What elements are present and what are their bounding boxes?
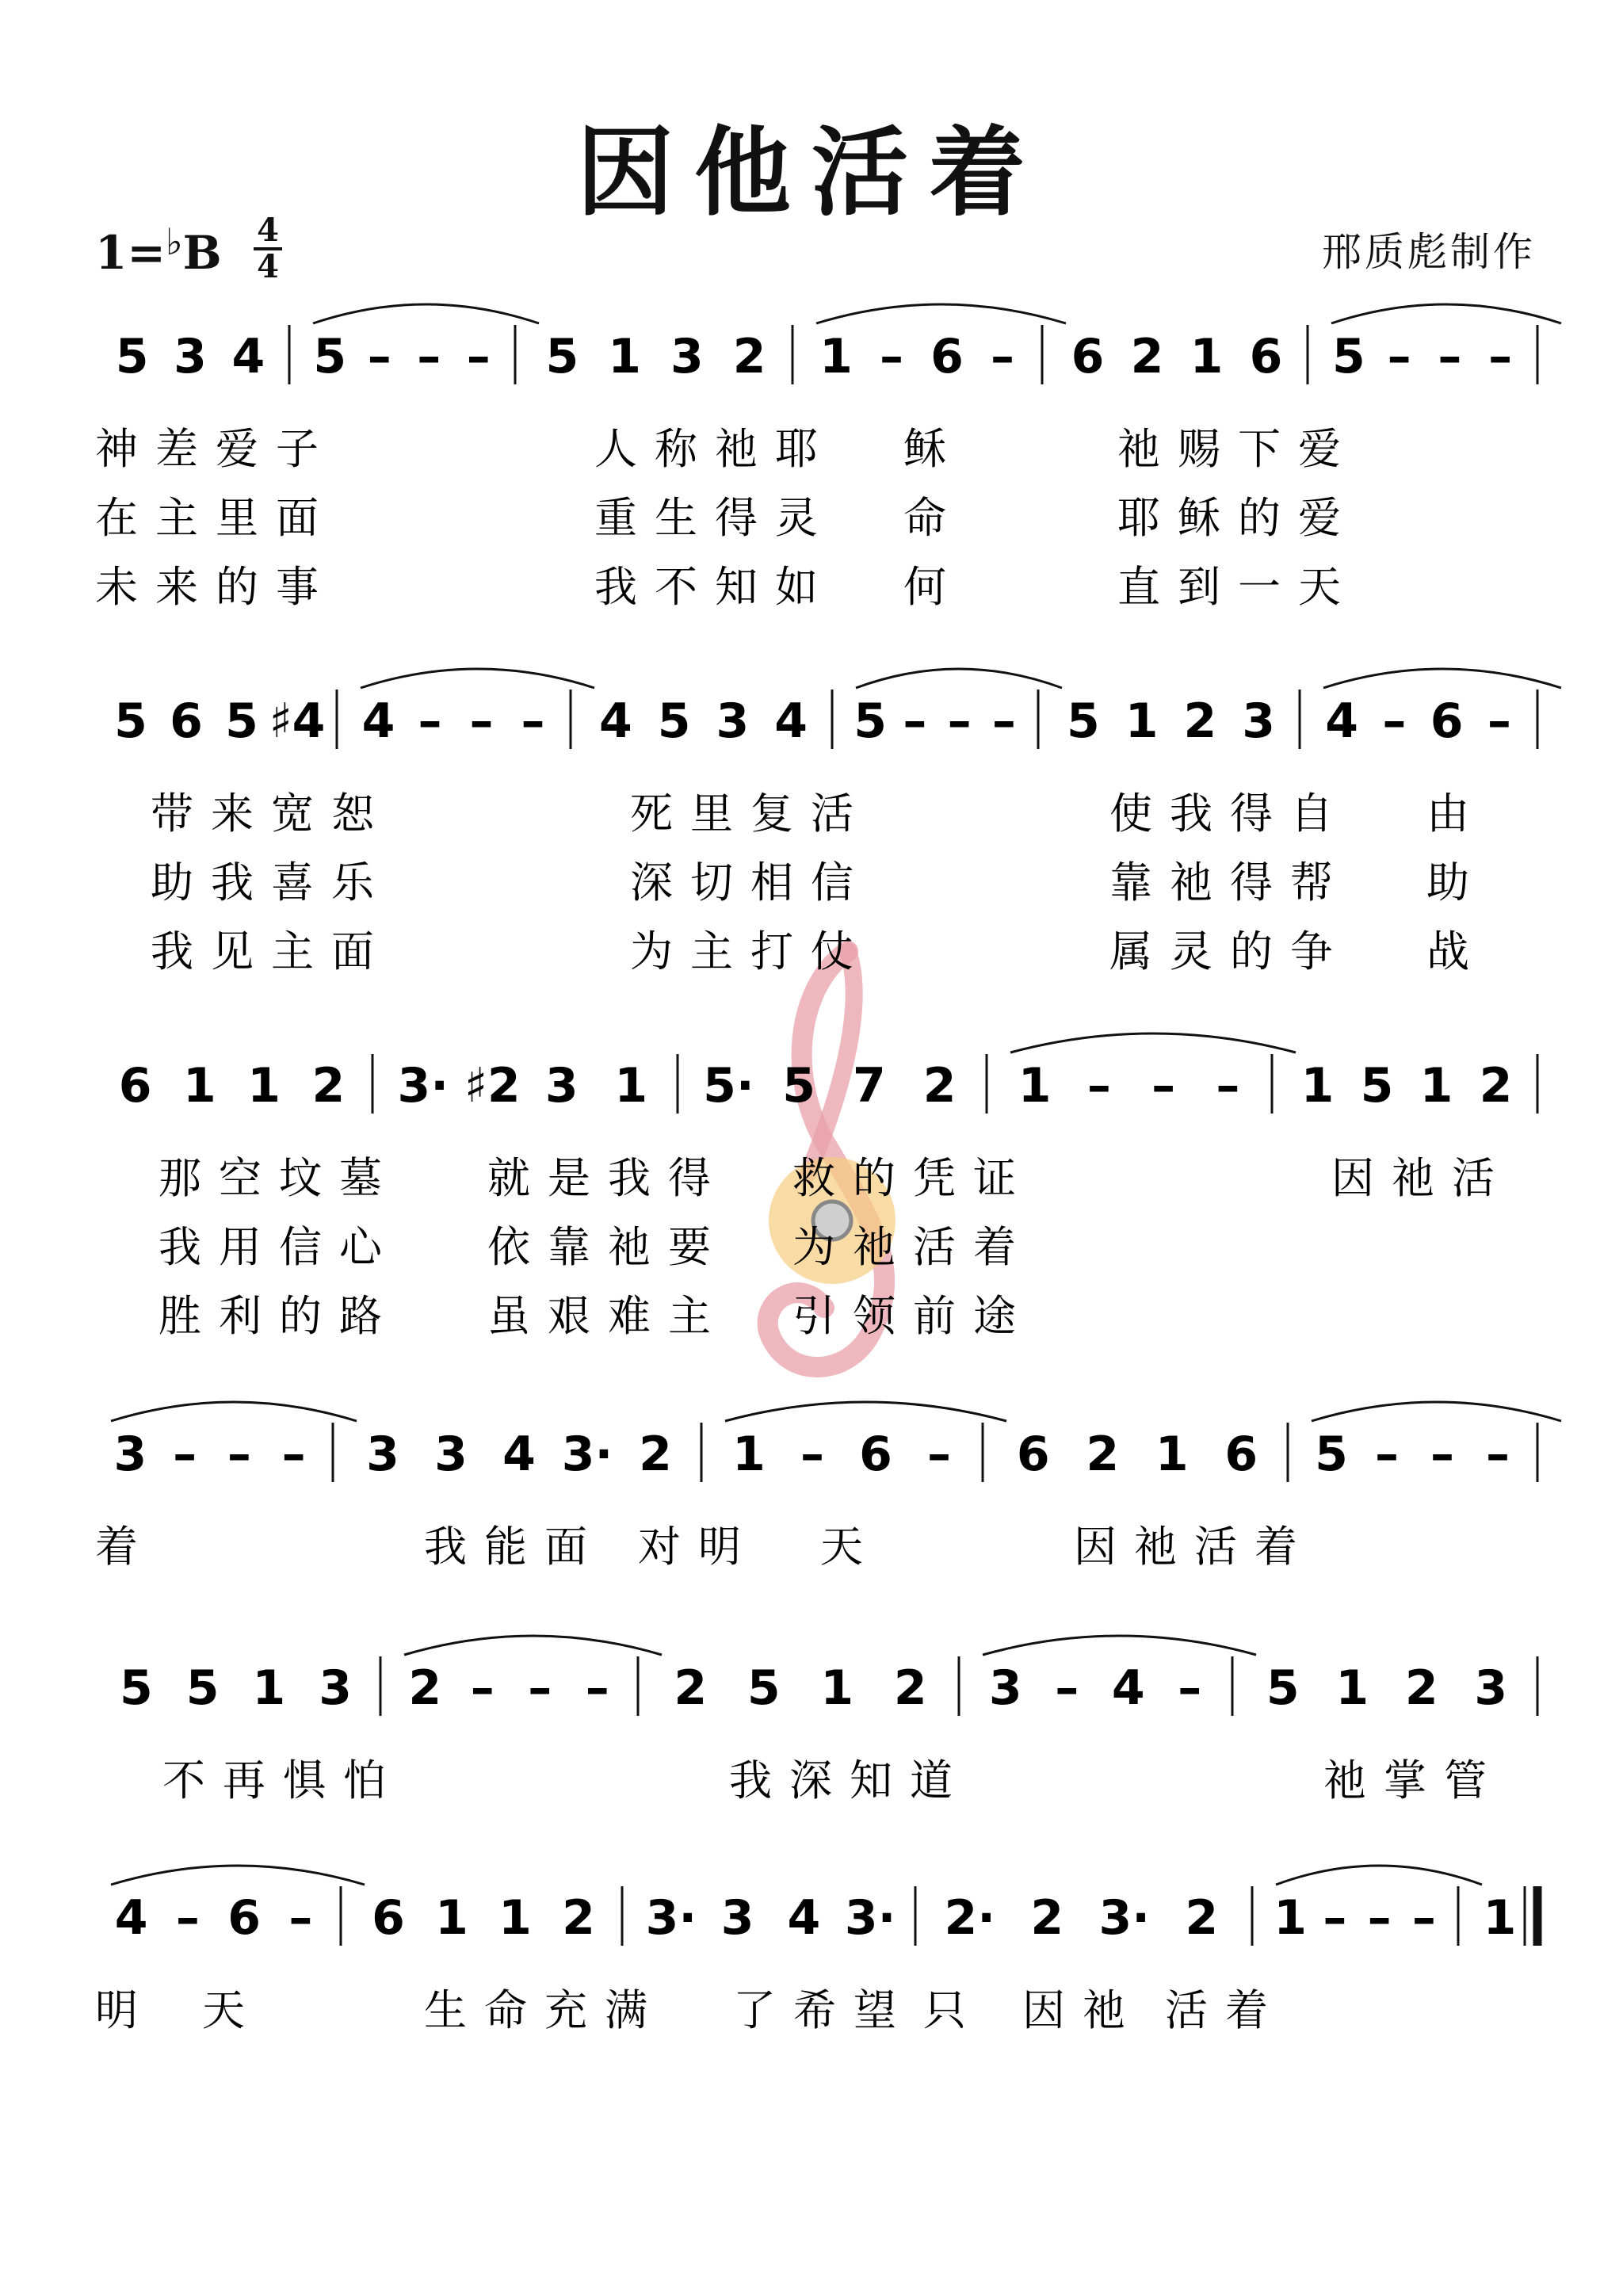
dash-note: – [1216, 1058, 1240, 1114]
jianpu-note: 1 [252, 1660, 286, 1716]
dash-note: – [1411, 1890, 1436, 1946]
dash-note: – [470, 1660, 495, 1716]
jianpu-note: 1 [1335, 1660, 1369, 1716]
jianpu-note: 5 [1360, 1058, 1394, 1114]
jianpu-note: 1 [1274, 1890, 1307, 1946]
jianpu-note: 1 [1190, 329, 1224, 384]
lyric-line: 胜利的路 [158, 1291, 399, 1341]
jianpu-note: 1 [1419, 1058, 1453, 1114]
lyric-line: 着 [95, 1522, 155, 1572]
lyric-line: 不再惧怕 [162, 1755, 403, 1805]
jianpu-note: 3 [319, 1660, 352, 1716]
lyric-line: 稣 [903, 424, 964, 474]
slur-tie [856, 669, 1062, 688]
dash-note: – [1486, 1427, 1510, 1482]
jianpu-note: 3 [670, 329, 704, 384]
jianpu-note: 3 [1242, 693, 1275, 749]
lyric-line: 活着 [1165, 1985, 1285, 2035]
jianpu-note: 3· [1098, 1890, 1151, 1946]
jianpu-note: 6 [1249, 329, 1283, 384]
dash-note: – [991, 329, 1014, 384]
jianpu-note: 6 [118, 1058, 152, 1114]
lyric-line: 属灵的争 [1109, 926, 1350, 976]
jianpu-note: 3 [544, 1058, 579, 1114]
slur-tie [1331, 304, 1561, 323]
lyric-line: 我用信心 [158, 1222, 399, 1272]
author-credit: 邢质彪制作 [1322, 229, 1536, 275]
jianpu-note: 5 [1315, 1427, 1348, 1482]
key-note: B [182, 226, 222, 280]
dash-note: – [947, 693, 972, 749]
lyric-line: 就是我得 [487, 1153, 728, 1203]
jianpu-note: 5· [703, 1058, 754, 1114]
time-signature-top: 4 [257, 212, 279, 249]
jianpu-note: 3 [716, 693, 750, 749]
jianpu-note: 5 [120, 1660, 153, 1716]
lyric-line: 命 [903, 493, 964, 543]
jianpu-note: 6 [1016, 1427, 1050, 1482]
lyric-line: 直到一天 [1117, 562, 1358, 612]
lyric-line: 我不知如 [594, 562, 835, 612]
jianpu-note: 4 [502, 1427, 536, 1482]
dash-note: – [1487, 693, 1511, 749]
jianpu-note: 1 [247, 1058, 281, 1114]
jianpu-note: 1 [1125, 693, 1159, 749]
jianpu-note: 5 [225, 693, 258, 749]
key-prefix: 1= [95, 226, 166, 280]
dash-note: – [927, 1427, 951, 1482]
dash-note: – [1178, 1660, 1202, 1716]
jianpu-note: 2 [562, 1890, 595, 1946]
jianpu-note: 4 [114, 1890, 148, 1946]
jianpu-note: 2· [944, 1890, 996, 1946]
jianpu-note: 6 [227, 1890, 261, 1946]
jianpu-note: 1 [819, 329, 853, 384]
slur-tie [1323, 669, 1561, 688]
time-signature-bottom: 4 [257, 248, 279, 285]
slur-tie [983, 1636, 1256, 1655]
jianpu-note: 1 [1483, 1890, 1517, 1946]
jianpu-note: 4 [774, 693, 808, 749]
dash-note: – [991, 693, 1016, 749]
dash-note: – [227, 1427, 251, 1482]
lyric-line: 我深知道 [729, 1755, 970, 1805]
jianpu-note: 5 [1332, 329, 1365, 384]
lyric-line: 天 [202, 1985, 262, 2035]
jianpu-note: 6 [372, 1890, 405, 1946]
lyric-line: 对明 [638, 1522, 758, 1572]
slur-tie [361, 669, 594, 688]
jianpu-note: 2 [1404, 1660, 1438, 1716]
slur-tie [1010, 1033, 1296, 1052]
jianpu-note: 4 [599, 693, 632, 749]
jianpu-note: 5 [1266, 1660, 1300, 1716]
lyric-line: 依靠祂要 [487, 1222, 728, 1272]
jianpu-note: 3 [366, 1427, 399, 1482]
lyric-line: 因祂活着 [1074, 1522, 1315, 1572]
jianpu-note: 1 [1018, 1058, 1052, 1114]
jianpu-note: 5 [545, 329, 579, 384]
jianpu-note: 5 [114, 693, 147, 749]
dash-note: – [521, 693, 545, 749]
jianpu-note: 5 [185, 1660, 220, 1716]
lyric-line: 死里复活 [630, 789, 871, 839]
jianpu-note: 2 [1479, 1058, 1513, 1114]
jianpu-note: 2 [1185, 1890, 1219, 1946]
dash-note: – [1151, 1058, 1176, 1114]
lyric-line: 因祂 [1022, 1985, 1143, 2035]
dash-note: – [903, 693, 927, 749]
jianpu-note: ♯4 [269, 693, 326, 749]
lyric-line: 使我得自 [1109, 789, 1350, 839]
lyric-line: 我见主面 [151, 926, 391, 976]
lyric-line: 助我喜乐 [151, 858, 391, 907]
jianpu-note: 6 [1224, 1427, 1258, 1482]
jianpu-note: 2 [674, 1660, 708, 1716]
jianpu-note: 3 [434, 1427, 468, 1482]
jianpu-note: 4 [1111, 1660, 1145, 1716]
lyric-line: 为主打仗 [630, 926, 871, 976]
lyric-line: 明 [95, 1985, 155, 2035]
lyric-line: 靠祂得帮 [1109, 858, 1350, 907]
dash-note: – [469, 693, 494, 749]
slur-tie [404, 1636, 662, 1655]
dash-note: – [466, 329, 491, 384]
dash-note: – [528, 1660, 552, 1716]
dash-note: – [1382, 693, 1407, 749]
dash-note: – [417, 329, 441, 384]
dash-note: – [1055, 1660, 1079, 1716]
dash-note: – [281, 1427, 306, 1482]
slur-tie [1276, 1866, 1482, 1885]
jianpu-note: 2 [408, 1660, 442, 1716]
lyric-line: 耶稣的爱 [1117, 493, 1358, 543]
lyric-line: 那空坟墓 [158, 1153, 399, 1203]
jianpu-note: 1 [608, 329, 641, 384]
jianpu-note: 1 [183, 1058, 216, 1114]
slur-tie [313, 304, 539, 323]
slur-tie [725, 1402, 1006, 1421]
jianpu-note: 3· [844, 1890, 896, 1946]
dash-note: – [1375, 1427, 1399, 1482]
jianpu-note: 5 [854, 693, 887, 749]
lyric-line: 神差爱子 [95, 424, 336, 474]
jianpu-note: 2 [893, 1660, 927, 1716]
lyric-line: 由 [1426, 789, 1487, 839]
jianpu-note: 2 [1130, 329, 1164, 384]
lyric-line: 祂赐下爱 [1117, 424, 1358, 474]
dash-note: – [1438, 329, 1462, 384]
lyric-line: 生命充满 [424, 1985, 665, 2035]
lyric-line: 祂掌管 [1323, 1755, 1504, 1805]
jianpu-note: 1 [732, 1427, 766, 1482]
dash-note: – [173, 1427, 197, 1482]
jianpu-note: 3 [113, 1427, 147, 1482]
jianpu-note: 4 [787, 1890, 821, 1946]
lyric-line: 重生得灵 [594, 493, 835, 543]
jianpu-note: 5 [747, 1660, 781, 1716]
dash-note: – [800, 1427, 824, 1482]
lyric-line: 虽艰难主 [487, 1291, 728, 1341]
dash-note: – [1086, 1058, 1111, 1114]
jianpu-note: 3· [397, 1058, 449, 1114]
jianpu-note: 4 [231, 329, 265, 384]
jianpu-note: 2 [1086, 1427, 1120, 1482]
dash-note: – [1387, 329, 1411, 384]
jianpu-note: 6 [1071, 329, 1105, 384]
jianpu-note: ♯2 [464, 1058, 521, 1114]
slur-tie [111, 1402, 357, 1421]
jianpu-note: 4 [361, 693, 395, 749]
lyric-line: 人称祂耶 [594, 424, 835, 474]
lyric-line: 因祂活 [1331, 1153, 1512, 1203]
jianpu-note: 2 [1030, 1890, 1064, 1946]
jianpu-note: 6 [930, 329, 964, 384]
lyric-line: 助 [1426, 858, 1487, 907]
dash-note: – [1367, 1890, 1392, 1946]
lyric-line: 何 [903, 562, 964, 612]
lyric-line: 只 [923, 1985, 983, 2035]
dash-note: – [880, 329, 903, 384]
jianpu-note: 5 [657, 693, 691, 749]
dash-note: – [1430, 1427, 1454, 1482]
jianpu-note: 2 [1183, 693, 1217, 749]
dash-note: – [585, 1660, 609, 1716]
slur-tie [111, 1866, 365, 1885]
dash-note: – [367, 329, 391, 384]
dash-note: – [288, 1890, 313, 1946]
lyric-line: 为祂活着 [792, 1222, 1033, 1272]
jianpu-note: 4 [1325, 693, 1358, 749]
jianpu-note: 6 [859, 1427, 892, 1482]
slur-tie [816, 304, 1066, 323]
jianpu-note: 5 [782, 1058, 815, 1114]
jianpu-note: 1 [1300, 1058, 1335, 1114]
jianpu-note: 1 [1155, 1427, 1189, 1482]
lyric-line: 深切相信 [630, 858, 871, 907]
jianpu-note: 3 [720, 1890, 754, 1946]
jianpu-note: 2 [311, 1058, 346, 1114]
jianpu-note: 1 [614, 1058, 648, 1114]
jianpu-note: 1 [498, 1890, 532, 1946]
jianpu-note: 5 [115, 329, 149, 384]
jianpu-note: 6 [170, 693, 203, 749]
jianpu-note: 3 [988, 1660, 1022, 1716]
jianpu-note: 1 [435, 1890, 468, 1946]
dash-note: – [175, 1890, 200, 1946]
lyric-line: 战 [1426, 926, 1487, 976]
flat-sign: ♭ [165, 220, 183, 263]
slur-tie [1312, 1402, 1561, 1421]
jianpu-note: 7 [853, 1058, 886, 1114]
dash-note: – [418, 693, 442, 749]
lyric-line: 在主里面 [95, 493, 336, 543]
lyric-line: 带来宽恕 [151, 789, 391, 839]
jianpu-note: 6 [1430, 693, 1464, 749]
jianpu-note: 2 [922, 1058, 957, 1114]
jianpu-note: 3 [174, 329, 207, 384]
jianpu-note: 3 [1474, 1660, 1508, 1716]
jianpu-note: 3· [645, 1890, 697, 1946]
lyric-line: 了希望 [733, 1985, 914, 2035]
lyric-line: 引领前途 [792, 1291, 1033, 1341]
jianpu-note: 2 [732, 329, 766, 384]
jianpu-note: 5 [1067, 693, 1100, 749]
jianpu-note: 5 [313, 329, 347, 384]
lyric-line: 未来的事 [95, 562, 336, 612]
lyric-line: 我能面 [424, 1522, 605, 1572]
lyric-line: 天 [820, 1522, 880, 1572]
lyric-line: 救的凭证 [792, 1153, 1033, 1203]
song-title: 因他活着 [577, 115, 1046, 229]
dash-note: – [1488, 329, 1513, 384]
jianpu-note: 2 [639, 1427, 672, 1482]
jianpu-note: 1 [820, 1660, 854, 1716]
dash-note: – [1323, 1890, 1347, 1946]
jianpu-note: 3· [561, 1427, 613, 1482]
